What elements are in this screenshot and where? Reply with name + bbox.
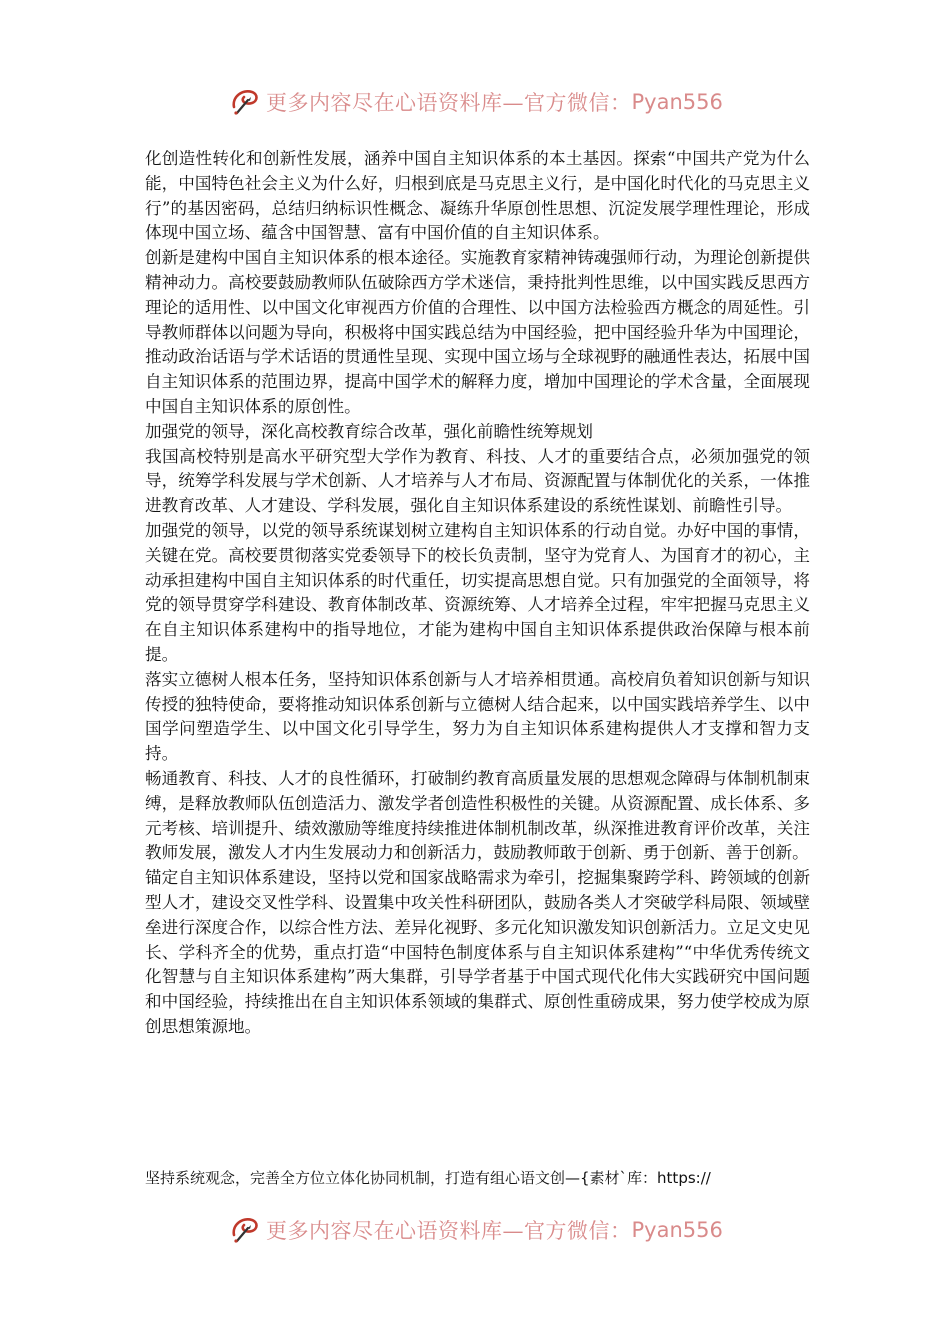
paragraph-7: 锚定自主知识体系建设，坚持以党和国家战略需求为牵引，挖掘集聚跨学科、跨领域的创新型人才，建设交叉性学科、设置集中攻关性科研团队，鼓励各类人才突破学科局限、领域壁垒进行深度合作，以综合性方法、差异化视野、多元化知识激发知识创新活力。立足文史见长、学科齐全的优势，重点打造“中国特色制度体系与自主知识体系建构”“中华优秀传统文化智慧与自主知识体系建构”两大集群，引导学者基于中国式现代化伟大实践研究中国问题和中国经验，持续推出在自主知识体系领域的集群式、原创性重磅成果，努力使学校成为原创思想策源地。 xyxy=(145,868,810,1036)
wechat-id: Pyan556 xyxy=(631,1218,723,1242)
paragraph-6: 畅通教育、科技、人才的良性循环，打破制约教育高质量发展的思想观念障碍与体制机制束缚，是释放教师队伍创造活力、激发学者创造性积极性的关键。从资源配置、成长体系、多元考核、培训提升、绩效激励等维度持续推进体制机制改革，纵深推进教育评价改革，关注教师发展，激发人才内生发展动力和创新活力，鼓励教师敢于创新、勇于创新、善于创新。 xyxy=(145,768,810,863)
footer-banner xyxy=(228,1210,728,1250)
paragraph-4: 加强党的领导，以党的领导系统谋划树立建构自主知识体系的行动自觉。办好中国的事情，关键在党。高校要贯彻落实党委领导下的校长负责制，坚守为党育人、为国育才的初心，主动承担建构中国自主知识体系的时代重任，切实提高思想自觉。只有加强党的全面领导，将党的领导贯穿学科建设、教育体制改革、资源统筹、人才培养全过程，牢牢把握马克思主义在自主知识体系建构中的指导地位，才能为建构中国自主知识体系提供政治保障与根本前提。 xyxy=(145,520,810,664)
swirl-pen-logo-icon xyxy=(228,85,262,119)
truncated-last-line: 坚持系统观念，完善全方位立体化协同机制，打造有组心语文创—{素材`库：https:// xyxy=(145,1169,711,1187)
paragraph-5: 落实立德树人根本任务，坚持知识体系创新与人才培养相贯通。高校肩负着知识创新与知识传授的独特使命，要将推动知识体系创新与立德树人结合起来，以中国实践培养学生、以中国学问塑造学生、以中国文化引导学生，努力为自主知识体系建构提供人才支撑和智力支持。 xyxy=(145,669,810,764)
section-heading: 加强党的领导，深化高校教育综合改革，强化前瞻性统筹规划 xyxy=(145,421,594,441)
banner-text: 更多内容尽在心语资料库—官方微信： xyxy=(266,1219,632,1243)
banner-text: 更多内容尽在心语资料库—官方微信： xyxy=(266,91,632,115)
swirl-pen-logo-icon xyxy=(228,1213,262,1247)
header-banner xyxy=(228,82,728,122)
paragraph-2: 创新是建构中国自主知识体系的根本途径。实施教育家精神铸魂强师行动，为理论创新提供精神动力。高校要鼓励教师队伍破除西方学术迷信，秉持批判性思维，以中国实践反思西方理论的适用性、以中国文化审视西方价值的合理性、以中国方法检验西方概念的周延性。引导教师群体以问题为导向，积极将中国实践总结为中国经验，把中国经验升华为中国理论，推动政治话语与学术话语的贯通性呈现、实现中国立场与全球视野的融通性表达，拓展中国自主知识体系的范围边界，提高中国学术的解释力度，增加中国理论的学术含量，全面展现中国自主知识体系的原创性。 xyxy=(145,248,810,416)
paragraph-1: 化创造性转化和创新性发展，涵养中国自主知识体系的本土基因。探索“中国共产党为什么能，中国特色社会主义为什么好，归根到底是马克思主义行，是中国化时代化的马克思主义行”的基因密码，总结归纳标识性概念、凝练升华原创性思想、沉淀发展学理性理论，形成体现中国立场、蕴含中国智慧、富有中国价值的自主知识体系。 xyxy=(145,149,810,243)
wechat-id: Pyan556 xyxy=(631,90,723,114)
document-body xyxy=(145,147,810,1040)
paragraph-3: 我国高校特别是高水平研究型大学作为教育、科技、人才的重要结合点，必须加强党的领导，统筹学科发展与学术创新、人才培养与人才布局、资源配置与体制优化的关系，一体推进教育改革、人才建设、学科发展，强化自主知识体系建设的系统性谋划、前瞻性引导。 xyxy=(145,446,810,516)
